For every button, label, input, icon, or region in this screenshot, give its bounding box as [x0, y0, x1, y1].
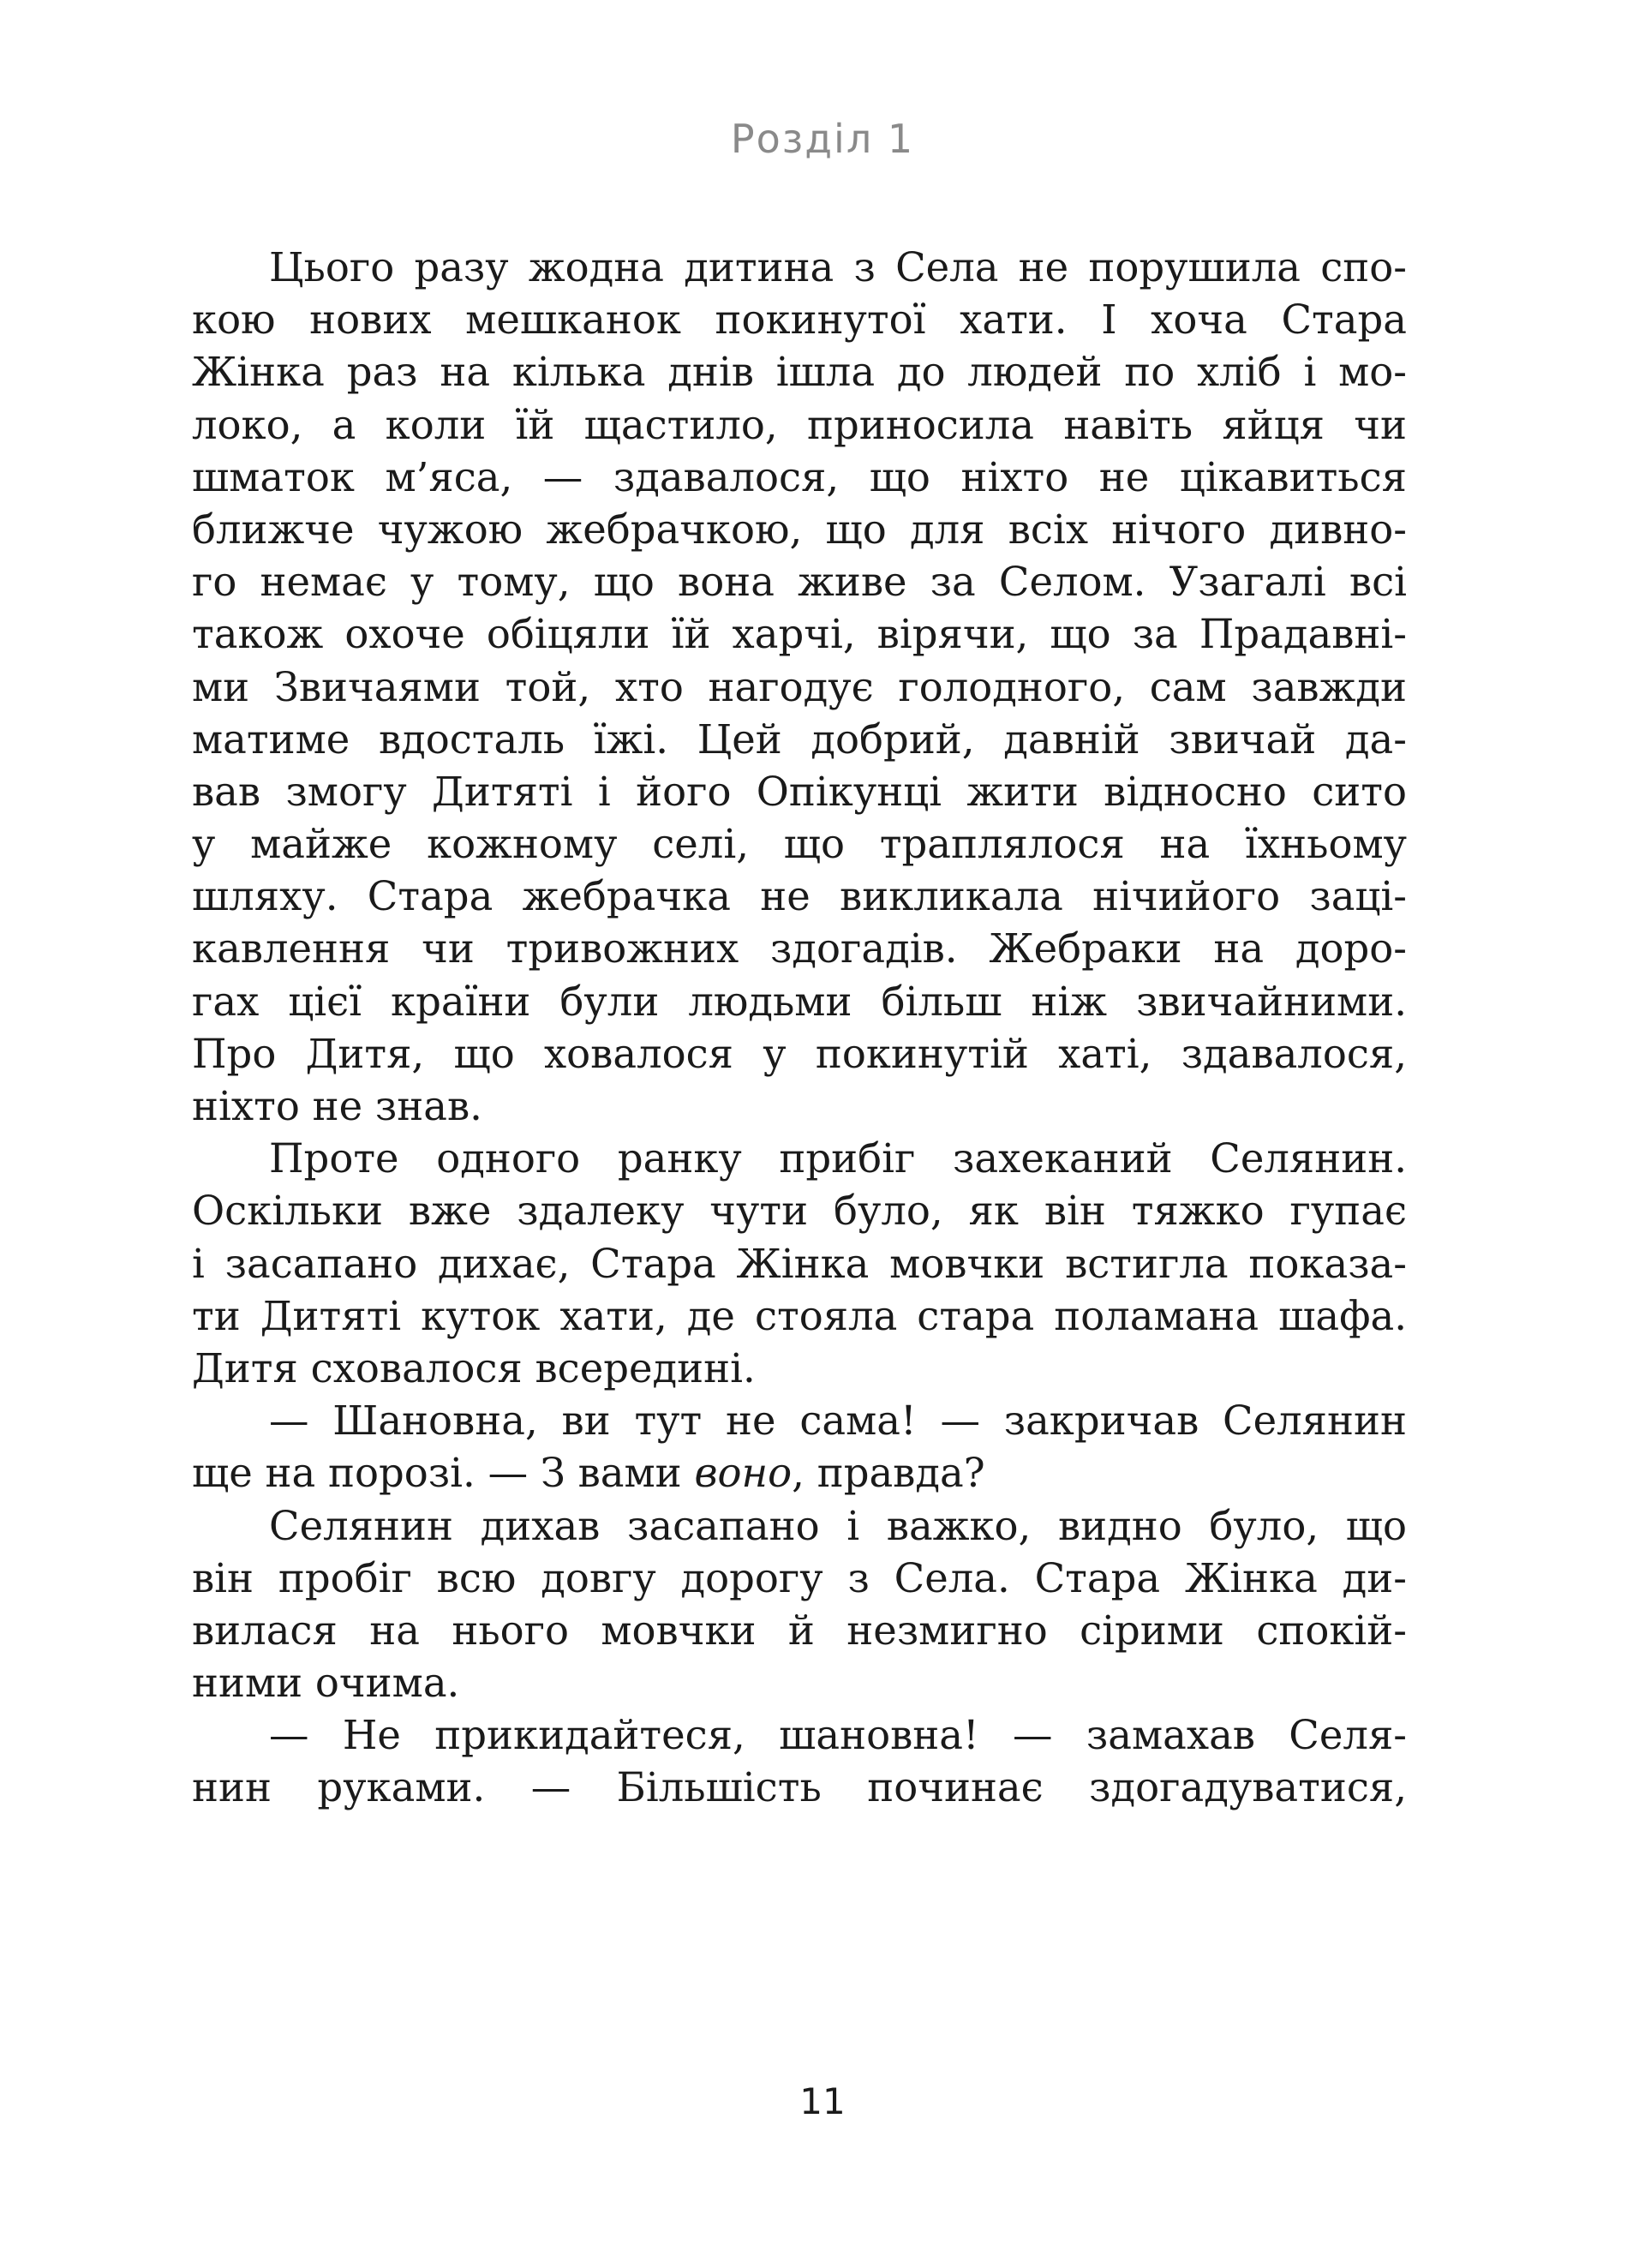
text-line: Оскільки вже здалеку чути було, як він тяжко гупає [192, 1188, 1407, 1235]
text-line: ними очима. [192, 1660, 460, 1707]
text-span: ще на порозі. — З вами [192, 1450, 695, 1497]
text-line: ми Звичаями той, хто нагодує голодного, сам завжди [192, 663, 1407, 710]
page-number: 11 [799, 2080, 846, 2122]
text-line: локо, а коли їй щастило, приносила навіть яйця чи [192, 401, 1407, 448]
text-line: він пробіг всю довгу дорогу з Села. Стара Жінка ди- [192, 1554, 1407, 1601]
text-line: ближче чужою жебрачкою, що для всіх нічого дивно- [192, 506, 1407, 553]
text-line: — Не прикидайтеся, шановна! — замахав Селя- [269, 1712, 1407, 1759]
text-line: Проте одного ранку прибіг захеканий Селянин. [269, 1135, 1407, 1182]
text-line: вилася на нього мовчки й незмигно сірими спокій- [192, 1607, 1407, 1654]
text-line: го немає у тому, що вона живе за Селом. Узагалі всі [192, 559, 1407, 606]
text-line: кою нових мешканок покинутої хати. І хоча Стара [192, 296, 1407, 344]
text-line: Жінка раз на кілька днів ішла до людей по хліб і мо- [192, 349, 1407, 396]
text-line: гах цієї країни були людьми більш ніж звичайними. [192, 978, 1407, 1025]
text-line: ти Дитяті куток хати, де стояла стара поламана шафа. [192, 1292, 1407, 1339]
body-text [192, 242, 1407, 1815]
text-line: вав змогу Дитяті і його Опікунці жити відносно сито [192, 768, 1407, 815]
text-span: , правда? [792, 1450, 985, 1497]
text-line: ніхто не знав. [192, 1083, 482, 1129]
text-line: Цього разу жодна дитина з Села не порушила спо- [269, 244, 1407, 290]
text-line: Дитя сховалося всередині. [192, 1344, 756, 1391]
text-line: нин руками. — Більшість починає здогадуватися, [192, 1764, 1407, 1811]
running-head: Розділ 1 [730, 116, 915, 162]
text-line: кавлення чи тривожних здогадів. Жебраки на доро- [192, 925, 1407, 972]
italic-word: воно [694, 1450, 793, 1497]
text-line: матиме вдосталь їжі. Цей добрий, давній звичай да- [192, 715, 1407, 763]
text-line [192, 1447, 1407, 1499]
text-line: шматок м’яса, — здавалося, що ніхто не цікавиться [192, 453, 1407, 500]
text-line: — Шановна, ви тут не сама! — закричав Селянин [269, 1397, 1407, 1445]
text-line: у майже кожному селі, що траплялося на їхньому [192, 821, 1407, 868]
text-line: Про Дитя, що ховалося у покинутій хаті, здавалося, [192, 1030, 1407, 1077]
text-line: і засапано дихає, Стара Жінка мовчки встигла показа- [192, 1240, 1407, 1287]
text-line: також охоче обіцяли їй харчі, вірячи, що за Прадавні- [192, 611, 1407, 658]
text-line: шляху. Стара жебрачка не викликала нічийого заці- [192, 873, 1407, 920]
text-line: Селянин дихав засапано і важко, видно було, що [269, 1502, 1407, 1549]
